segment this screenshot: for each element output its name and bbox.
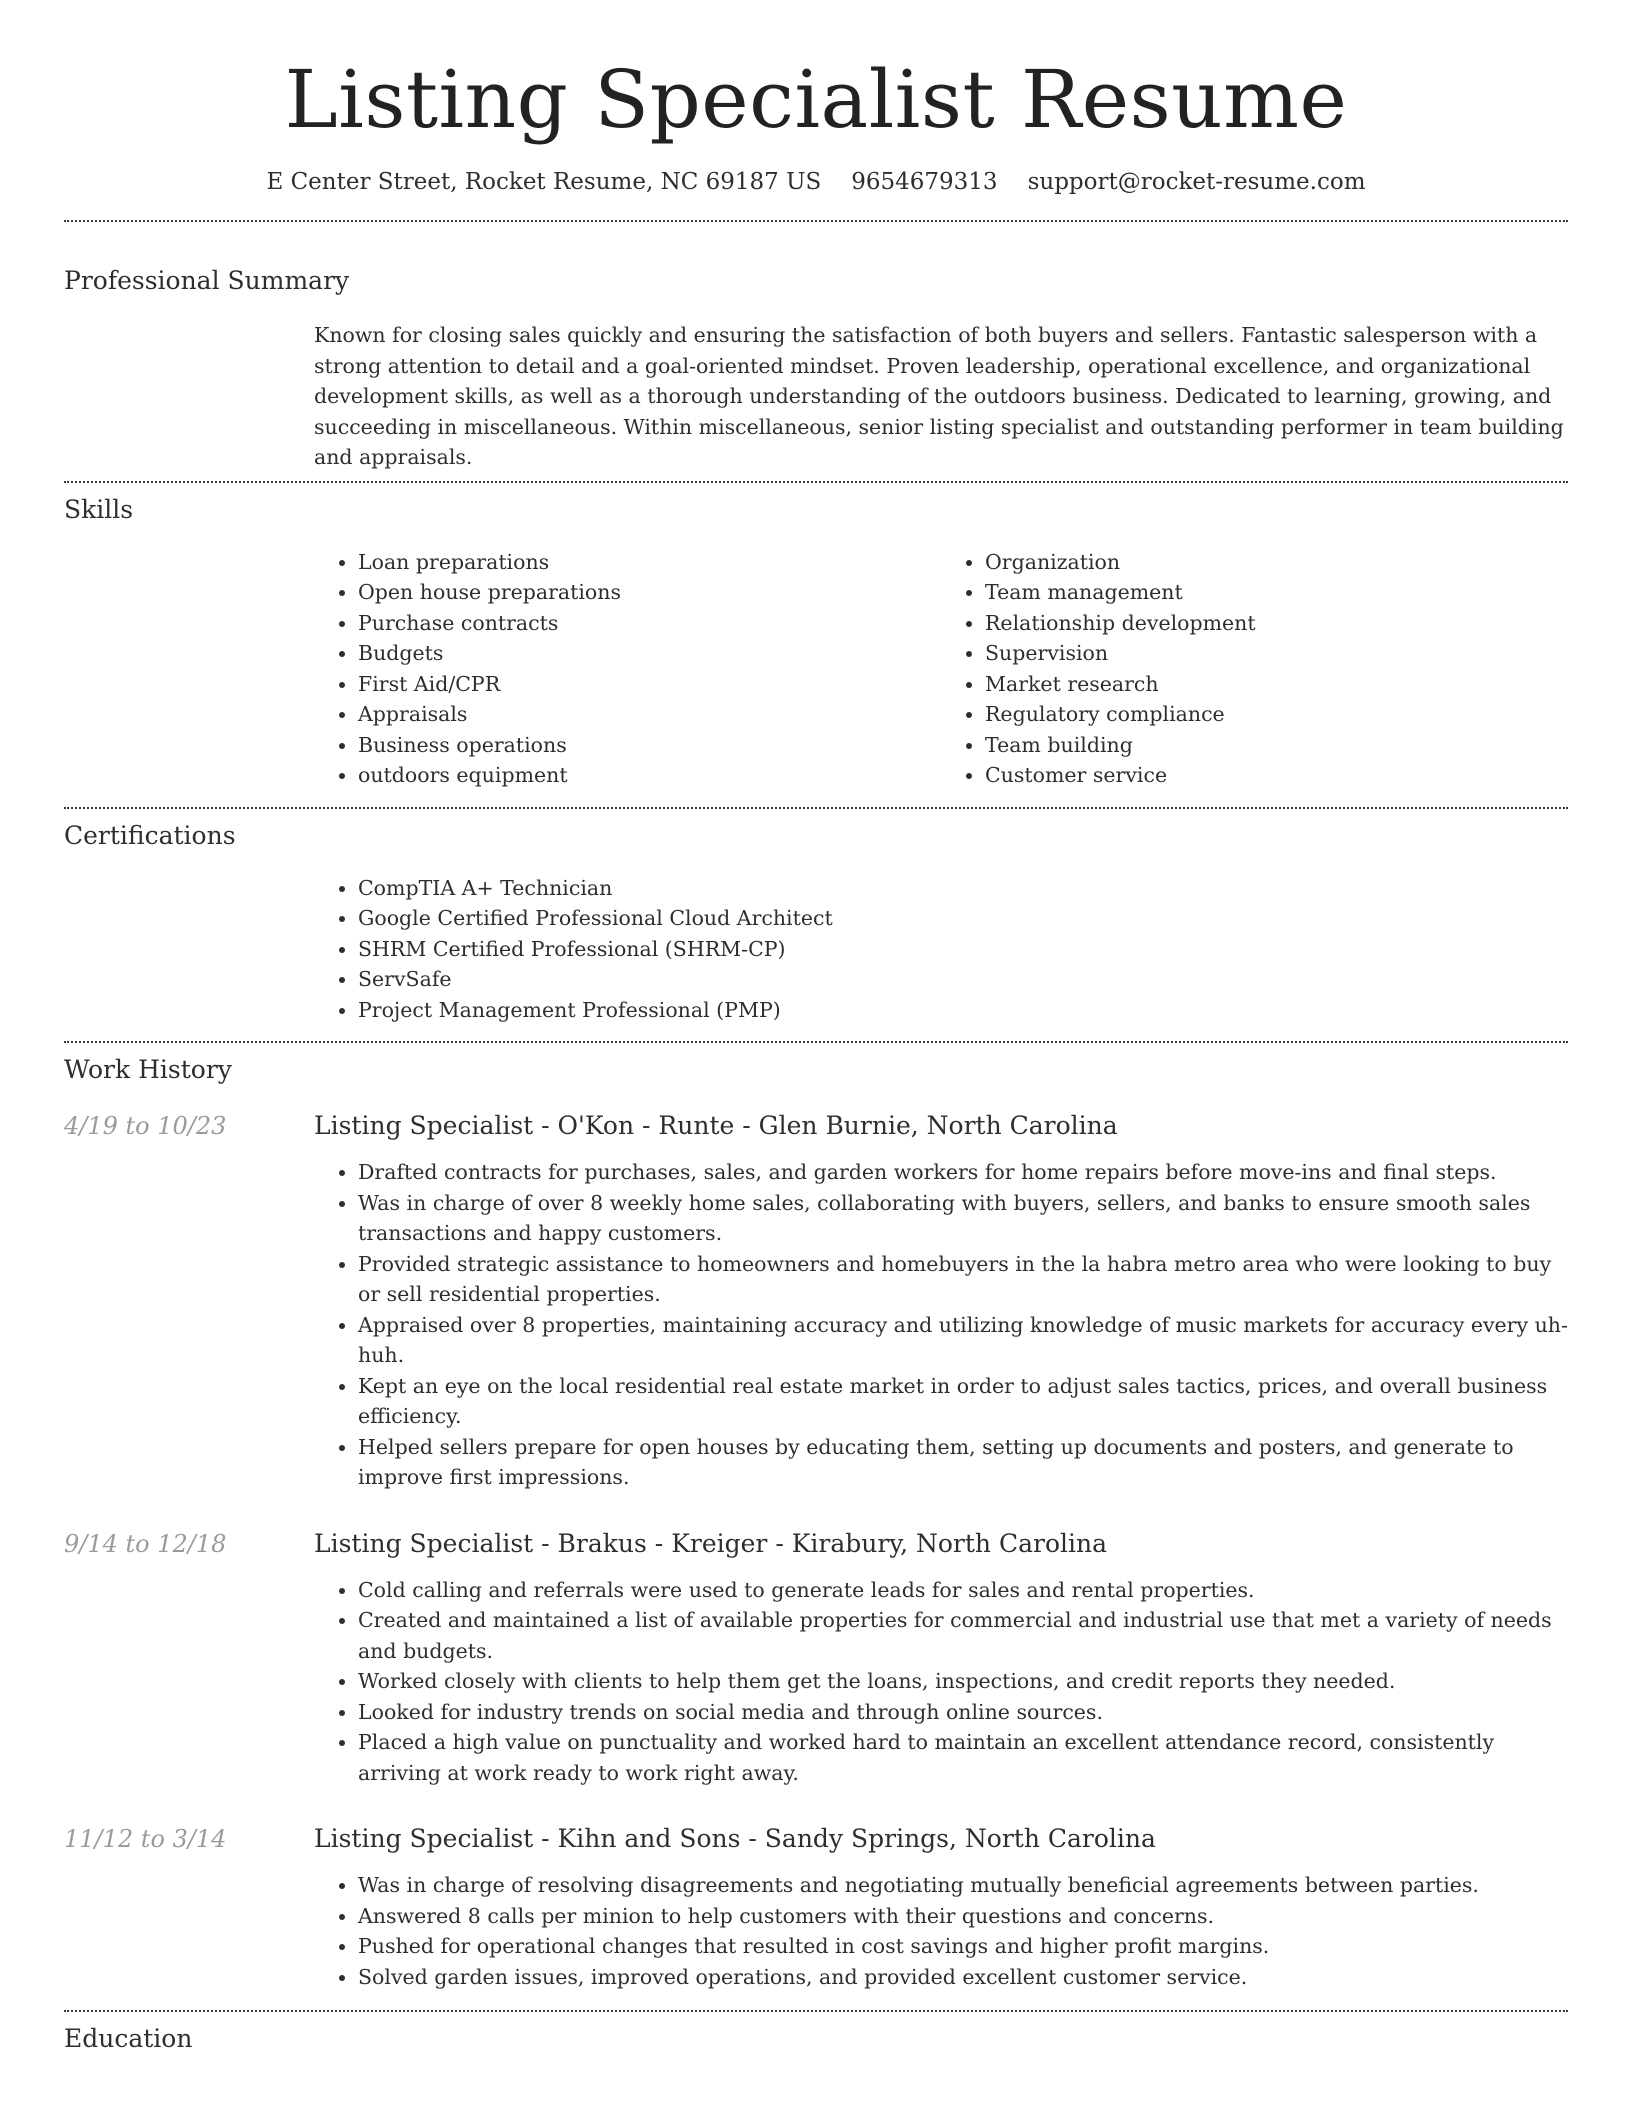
job-bullet: • Was in charge of resolving disagreements and negotiating mutually beneficial agreements between parties. xyxy=(358,1870,1568,1901)
education-section xyxy=(64,2012,1568,2056)
skill-item: • Supervision xyxy=(985,638,1568,669)
certification-item: • Project Management Professional (PMP) xyxy=(358,995,1568,1026)
certification-item: • ServSafe xyxy=(358,964,1568,995)
skill-item: • First Aid/CPR xyxy=(358,669,941,700)
skill-item: • Open house preparations xyxy=(358,577,941,608)
certifications-list xyxy=(314,873,1568,1026)
job-bullet: • Pushed for operational changes that resulted in cost savings and higher profit margins. xyxy=(358,1931,1568,1962)
job-bullet: • Cold calling and referrals were used to generate leads for sales and rental properties. xyxy=(358,1575,1568,1606)
job-bullet: • Drafted contracts for purchases, sales, and garden workers for home repairs before move-ins and final steps. xyxy=(358,1157,1568,1188)
job-title: Listing Specialist - Brakus - Kreiger - Kirabury, North Carolina xyxy=(314,1528,1107,1558)
job-bullet: • Looked for industry trends on social media and through online sources. xyxy=(358,1697,1568,1728)
skill-item: • Customer service xyxy=(985,760,1568,791)
job-bullets xyxy=(314,1157,1568,1493)
section-title-skills: Skills xyxy=(64,494,134,524)
job-bullet: • Created and maintained a list of available properties for commercial and industrial use that met a variety of needs and budgets. xyxy=(358,1605,1568,1666)
skill-item: • Organization xyxy=(985,547,1568,578)
job-bullet: • Provided strategic assistance to homeowners and homebuyers in the la habra metro area who were looking to buy or sell residential properties. xyxy=(358,1249,1568,1310)
job-bullet: • Solved garden issues, improved operations, and provided excellent customer service. xyxy=(358,1962,1568,1993)
contact-line xyxy=(64,166,1568,198)
certification-item: • Google Certified Professional Cloud Architect xyxy=(358,903,1568,934)
job-dates: 11/12 to 3/14 xyxy=(64,1825,227,1853)
job-details xyxy=(314,1157,1568,1493)
work-section xyxy=(64,1043,1568,1992)
job-bullet: • Was in charge of over 8 weekly home sales, collaborating with buyers, sellers, and banks to ensure smooth sales transactions and happy customers. xyxy=(358,1188,1568,1249)
job-details xyxy=(314,1575,1568,1789)
certification-item: • SHRM Certified Professional (SHRM-CP) xyxy=(358,934,1568,965)
contact-address: E Center Street, Rocket Resume, NC 69187 US xyxy=(266,169,822,195)
job-bullet: • Placed a high value on punctuality and worked hard to maintain an excellent attendance record, consistently arriving at work ready to work right away. xyxy=(358,1727,1568,1788)
job-title: Listing Specialist - Kihn and Sons - Sandy Springs, North Carolina xyxy=(314,1824,1156,1853)
skill-item: • Purchase contracts xyxy=(358,608,941,639)
job-bullet: • Answered 8 calls per minion to help customers with their questions and concerns. xyxy=(358,1901,1568,1932)
job-title: Listing Specialist - O'Kon - Runte - Glen Burnie, North Carolina xyxy=(314,1111,1118,1140)
skill-item: • Relationship development xyxy=(985,608,1568,639)
skills-section xyxy=(64,483,1568,791)
contact-email: support@rocket-resume.com xyxy=(1027,169,1366,195)
section-title-certifications: Certifications xyxy=(64,820,236,850)
job-bullets xyxy=(314,1870,1568,1992)
summary-section xyxy=(64,222,1568,473)
section-title-summary: Professional Summary xyxy=(64,266,350,295)
skill-item: • Budgets xyxy=(358,638,941,669)
skills-columns xyxy=(314,547,1568,791)
contact-phone: 9654679313 xyxy=(851,169,998,195)
section-title-education: Education xyxy=(64,2024,193,2053)
job-bullet: • Helped sellers prepare for open houses by educating them, setting up documents and posters, and generate to improve first impressions. xyxy=(358,1432,1568,1493)
job-bullet: • Appraised over 8 properties, maintaining accuracy and utilizing knowledge of music markets for accuracy every uh-huh. xyxy=(358,1310,1568,1371)
skills-list-left xyxy=(314,547,941,791)
skill-item: • Business operations xyxy=(358,730,941,761)
job-dates: 4/19 to 10/23 xyxy=(64,1112,227,1140)
resume-title: Listing Specialist Resume xyxy=(284,53,1348,146)
job-bullet: • Worked closely with clients to help them get the loans, inspections, and credit reports they needed. xyxy=(358,1666,1568,1697)
skill-item: • outdoors equipment xyxy=(358,760,941,791)
job-bullet: • Kept an eye on the local residential real estate market in order to adjust sales tactics, prices, and overall business efficiency. xyxy=(358,1371,1568,1432)
job-details xyxy=(314,1870,1568,1992)
skills-list-right xyxy=(941,547,1568,791)
summary-text: Known for closing sales quickly and ensuring the satisfaction of both buyers and sellers. Fantastic salesperson with a strong attention to detail and a goal-oriented mindset. Proven leadership, operational excellence, and organizational development skills, as well as a thorough understanding of the outdoors business. Dedicated to learning, growing, and succeeding in miscellaneous. Within miscellaneous, senior listing specialist and outstanding performer in team building and appraisals. xyxy=(314,323,1564,469)
skill-item: • Market research xyxy=(985,669,1568,700)
job-entry xyxy=(64,1109,1568,1493)
resume-page xyxy=(64,0,1568,2056)
job-entry xyxy=(64,1527,1568,1789)
job-dates: 9/14 to 12/18 xyxy=(64,1529,227,1558)
certification-item: • CompTIA A+ Technician xyxy=(358,873,1568,904)
skill-item: • Team management xyxy=(985,577,1568,608)
skill-item: • Regulatory compliance xyxy=(985,699,1568,730)
skill-item: • Appraisals xyxy=(358,699,941,730)
certifications-body xyxy=(314,873,1568,1026)
skill-item: • Loan preparations xyxy=(358,547,941,578)
job-entry xyxy=(64,1822,1568,1992)
certifications-section xyxy=(64,809,1568,1026)
skill-item: • Team building xyxy=(985,730,1568,761)
job-bullets xyxy=(314,1575,1568,1789)
section-title-work: Work History xyxy=(64,1055,232,1084)
